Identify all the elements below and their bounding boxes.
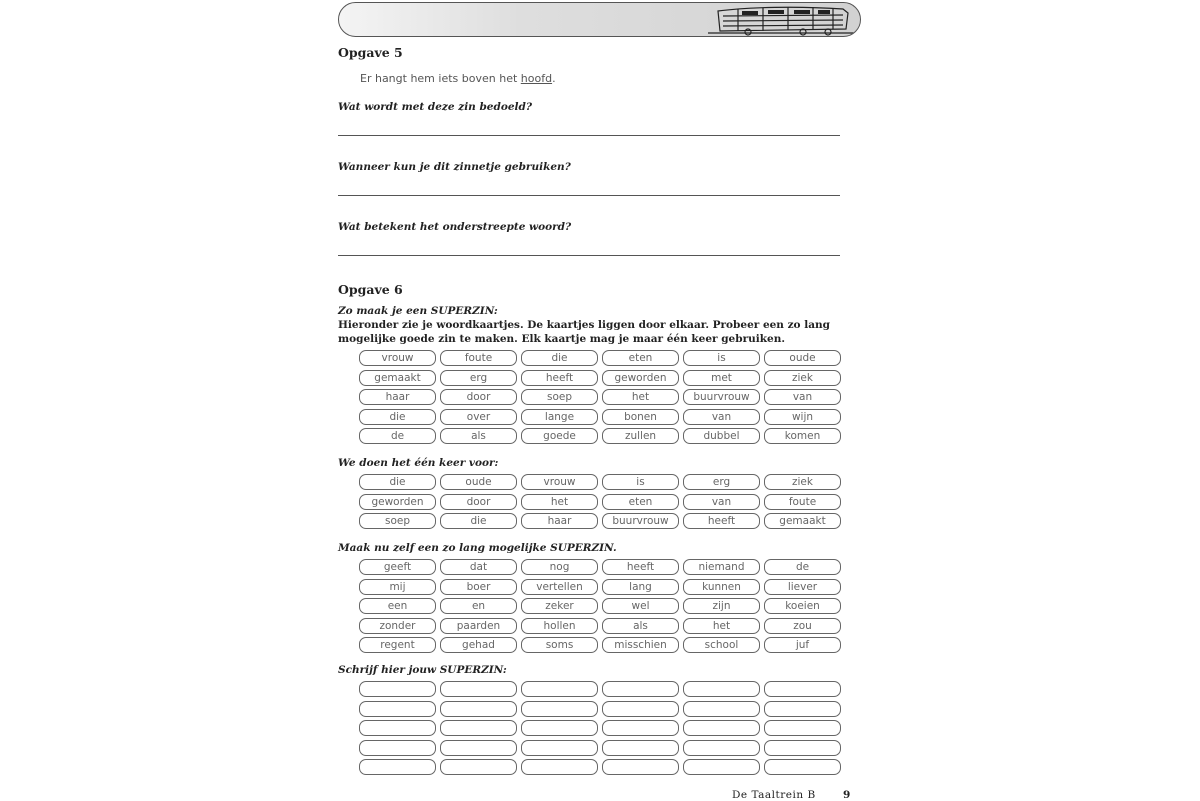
blank-answer-card[interactable] (359, 681, 436, 697)
word-card[interactable]: mij (359, 579, 436, 595)
word-card[interactable]: wel (602, 598, 679, 614)
word-card[interactable]: zou (764, 618, 841, 634)
opgave5-title: Opgave 5 (338, 45, 403, 60)
word-card[interactable]: eten (602, 494, 679, 510)
instruction-heading: Zo maak je een SUPERZIN: (338, 305, 498, 317)
word-card[interactable]: van (764, 389, 841, 405)
word-card[interactable]: regent (359, 637, 436, 653)
word-card[interactable]: boer (440, 579, 517, 595)
word-card[interactable]: gemaakt (359, 370, 436, 386)
word-card[interactable]: het (602, 389, 679, 405)
blank-answer-card[interactable] (440, 720, 517, 736)
word-card[interactable]: hollen (521, 618, 598, 634)
header-banner (338, 2, 861, 37)
word-card[interactable]: geeft (359, 559, 436, 575)
blank-answer-card[interactable] (521, 720, 598, 736)
word-card[interactable]: door (440, 494, 517, 510)
word-card[interactable]: ziek (764, 474, 841, 490)
answer-line-2[interactable] (338, 195, 840, 196)
word-card[interactable]: foute (440, 350, 517, 366)
word-card[interactable]: gemaakt (764, 513, 841, 529)
sentence-part-1: Er hangt hem iets boven het (360, 72, 521, 85)
word-card[interactable]: is (602, 474, 679, 490)
word-card[interactable]: lang (602, 579, 679, 595)
opgave5-sentence (360, 72, 556, 85)
opgave6-title: Opgave 6 (338, 282, 403, 297)
word-card[interactable]: paarden (440, 618, 517, 634)
word-card[interactable]: zonder (359, 618, 436, 634)
word-card[interactable]: die (440, 513, 517, 529)
word-card[interactable]: eten (602, 350, 679, 366)
answer-line-3[interactable] (338, 255, 840, 256)
word-card[interactable]: gehad (440, 637, 517, 653)
word-card[interactable]: van (683, 494, 760, 510)
word-card[interactable]: door (440, 389, 517, 405)
blank-answer-card[interactable] (602, 759, 679, 775)
word-card[interactable]: en (440, 598, 517, 614)
answer-cards-grid (359, 681, 841, 775)
word-card[interactable]: buurvrouw (602, 513, 679, 529)
word-card[interactable]: heeft (521, 370, 598, 386)
blank-answer-card[interactable] (602, 681, 679, 697)
page-number: 9 (843, 789, 851, 801)
opgave6-instructions (338, 304, 843, 346)
blank-answer-card[interactable] (764, 759, 841, 775)
word-card[interactable]: haar (521, 513, 598, 529)
word-card[interactable]: erg (440, 370, 517, 386)
blank-answer-card[interactable] (359, 701, 436, 717)
word-card[interactable]: foute (764, 494, 841, 510)
word-card[interactable]: zijn (683, 598, 760, 614)
word-card[interactable]: misschien (602, 637, 679, 653)
blank-answer-card[interactable] (359, 740, 436, 756)
blank-answer-card[interactable] (764, 720, 841, 736)
word-card[interactable]: de (359, 428, 436, 444)
word-card[interactable]: dat (440, 559, 517, 575)
word-card[interactable]: soms (521, 637, 598, 653)
word-card[interactable]: niemand (683, 559, 760, 575)
word-card[interactable]: goede (521, 428, 598, 444)
footer-title: De Taaltrein B (732, 789, 816, 801)
blank-answer-card[interactable] (764, 681, 841, 697)
blank-answer-card[interactable] (683, 701, 760, 717)
word-card[interactable]: vertellen (521, 579, 598, 595)
word-card[interactable]: als (440, 428, 517, 444)
word-card[interactable]: bonen (602, 409, 679, 425)
blank-answer-card[interactable] (521, 681, 598, 697)
question-2: Wanneer kun je dit zinnetje gebruiken? (338, 161, 571, 173)
word-card[interactable]: die (521, 350, 598, 366)
word-card[interactable]: oude (440, 474, 517, 490)
word-card[interactable]: die (359, 474, 436, 490)
blank-answer-card[interactable] (521, 740, 598, 756)
question-3: Wat betekent het onderstreepte woord? (338, 221, 572, 233)
sentence-part-2: . (552, 72, 556, 85)
word-card[interactable]: vrouw (521, 474, 598, 490)
word-card[interactable]: soep (521, 389, 598, 405)
blank-answer-card[interactable] (359, 759, 436, 775)
write-label: Schrijf hier jouw SUPERZIN: (338, 664, 507, 676)
blank-answer-card[interactable] (764, 740, 841, 756)
word-card[interactable]: buurvrouw (683, 389, 760, 405)
word-card[interactable]: heeft (602, 559, 679, 575)
blank-answer-card[interactable] (683, 759, 760, 775)
word-card[interactable]: is (683, 350, 760, 366)
word-card[interactable]: zullen (602, 428, 679, 444)
blank-answer-card[interactable] (764, 701, 841, 717)
example-label: We doen het één keer voor: (338, 457, 499, 469)
word-card[interactable]: koeien (764, 598, 841, 614)
word-card[interactable]: het (683, 618, 760, 634)
word-card[interactable]: liever (764, 579, 841, 595)
word-card[interactable]: erg (683, 474, 760, 490)
blank-answer-card[interactable] (683, 740, 760, 756)
word-card[interactable]: vrouw (359, 350, 436, 366)
underlined-word: hoofd (520, 72, 553, 85)
blank-answer-card[interactable] (602, 701, 679, 717)
word-card[interactable]: de (764, 559, 841, 575)
word-card[interactable]: school (683, 637, 760, 653)
instruction-text: Hieronder zie je woordkaartjes. De kaartjes liggen door elkaar. Probeer een zo lang mogelijke goede zin te maken. Elk kaartje mag je maar één keer gebruiken. (338, 319, 830, 345)
word-card[interactable]: juf (764, 637, 841, 653)
blank-answer-card[interactable] (521, 701, 598, 717)
blank-answer-card[interactable] (440, 681, 517, 697)
word-card[interactable]: een (359, 598, 436, 614)
blank-answer-card[interactable] (440, 740, 517, 756)
word-cards-grid-example (359, 474, 841, 529)
blank-answer-card[interactable] (683, 720, 760, 736)
word-card[interactable]: soep (359, 513, 436, 529)
word-card[interactable]: lange (521, 409, 598, 425)
blank-answer-card[interactable] (683, 681, 760, 697)
word-cards-grid-2 (359, 559, 841, 653)
blank-answer-card[interactable] (602, 740, 679, 756)
word-card[interactable]: ziek (764, 370, 841, 386)
blank-answer-card[interactable] (359, 720, 436, 736)
word-card[interactable]: met (683, 370, 760, 386)
answer-line-1[interactable] (338, 135, 840, 136)
word-card[interactable]: dubbel (683, 428, 760, 444)
question-1: Wat wordt met deze zin bedoeld? (338, 101, 532, 113)
word-card[interactable]: kunnen (683, 579, 760, 595)
blank-answer-card[interactable] (602, 720, 679, 736)
word-card[interactable]: haar (359, 389, 436, 405)
word-card[interactable]: als (602, 618, 679, 634)
blank-answer-card[interactable] (440, 701, 517, 717)
word-card[interactable]: komen (764, 428, 841, 444)
blank-answer-card[interactable] (440, 759, 517, 775)
word-card[interactable]: geworden (359, 494, 436, 510)
word-cards-grid-1 (359, 350, 841, 444)
worksheet-page (338, 0, 863, 800)
word-card[interactable]: heeft (683, 513, 760, 529)
word-card[interactable]: het (521, 494, 598, 510)
word-card[interactable]: geworden (602, 370, 679, 386)
blank-answer-card[interactable] (521, 759, 598, 775)
word-card[interactable]: van (683, 409, 760, 425)
word-card[interactable]: die (359, 409, 436, 425)
word-card[interactable]: nog (521, 559, 598, 575)
train-illustration (708, 3, 858, 36)
word-card[interactable]: zeker (521, 598, 598, 614)
task-label: Maak nu zelf een zo lang mogelijke SUPERZIN. (338, 542, 617, 554)
word-card[interactable]: oude (764, 350, 841, 366)
word-card[interactable]: over (440, 409, 517, 425)
word-card[interactable]: wijn (764, 409, 841, 425)
